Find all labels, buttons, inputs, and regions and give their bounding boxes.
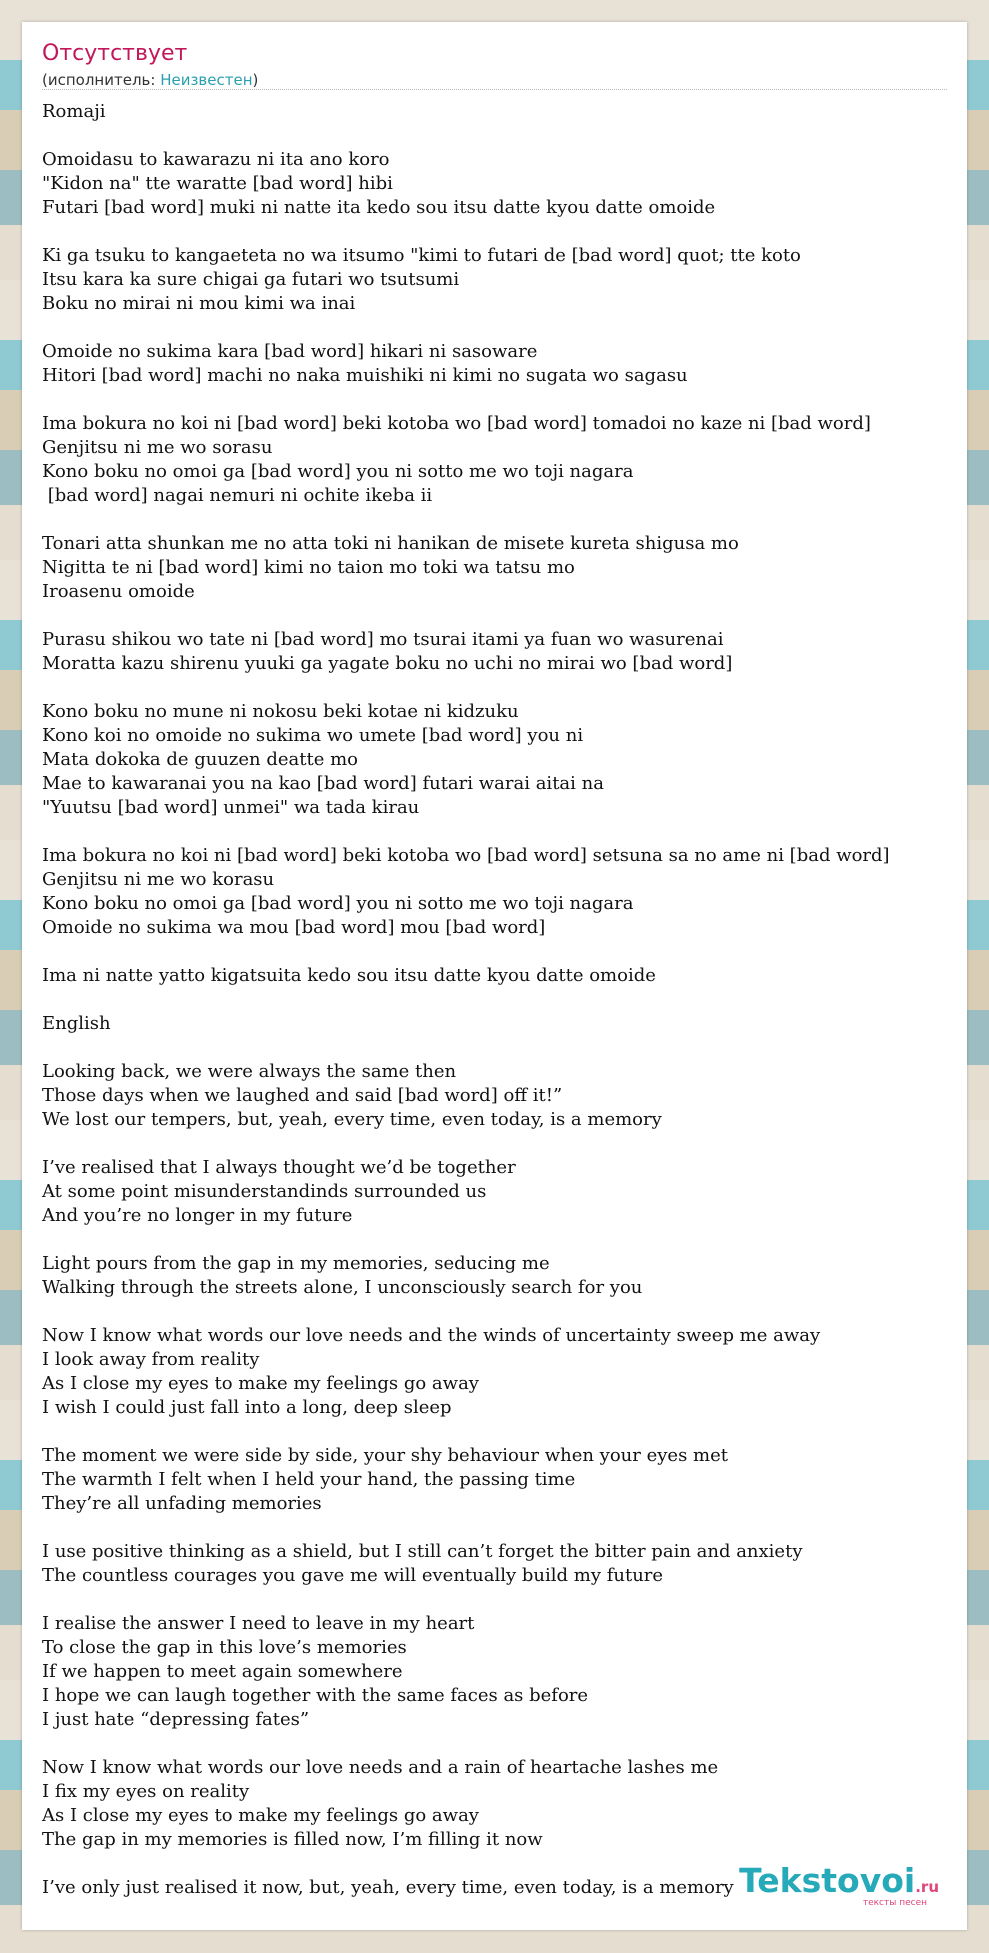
logo-name: Tekstovoi: [739, 1861, 916, 1900]
artist-prefix: (исполнитель:: [42, 71, 161, 89]
artist-link[interactable]: Неизвестен: [160, 71, 253, 89]
song-title: Отсутствует: [42, 41, 188, 66]
lyrics-card: [22, 22, 967, 1930]
logo-tld: .ru: [915, 1878, 939, 1896]
site-logo[interactable]: [739, 1861, 939, 1908]
lyrics-text: Romaji Omoidasu to kawarazu ni ita ano koro "Kidon na" tte waratte [bad word] hibi Futari [bad word] muki ni natte ita kedo sou itsu datte kyou datte omoide Ki ga tsuku to kangaeteta no wa itsumo "kimi to futari de [bad word] quot; tte koto Itsu kara ka sure chigai ga futari wo tsutsumi Boku no mirai ni mou kimi wa inai Omoide no sukima kara [bad word] hikari ni sasoware Hitori [bad word] machi no naka muishiki ni kimi no sugata wo sagasu Ima bokura no koi ni [bad word] beki kotoba wo [bad word] tomadoi no kaze ni [bad word] Genjitsu ni me wo sorasu Kono boku no omoi ga [bad word] you ni sotto me wo toji nagara [bad word] nagai nemuri ni ochite ikeba ii Tonari atta shunkan me no atta toki ni hanikan de misete kureta shigusa mo Nigitta te ni [bad word] kimi no taion mo toki wa tatsu mo Iroasenu omoide Purasu shikou wo tate ni [bad word] mo tsurai itami ya fuan wo wasurenai Moratta kazu shirenu yuuki ga yagate boku no uchi no mirai wo [bad word] Kono boku no mune ni nokosu beki kotae ni kidzuku Kono koi no omoide no sukima wo umete [bad word] you ni Mata dokoka de guuzen deatte mo Mae to kawaranai you na kao [bad word] futari warai aitai na "Yuutsu [bad word] unmei" wa tada kirau Ima bokura no koi ni [bad word] beki kotoba wo [bad word] setsuna sa no ame ni [bad word] Genjitsu ni me wo korasu Kono boku no omoi ga [bad word] you ni sotto me wo toji nagara Omoide no sukima wa mou [bad word] mou [bad word] Ima ni natte yatto kigatsuita kedo sou itsu datte kyou datte omoide English Looking back, we were always the same then Those days when we laughed and said [bad word] off it!” We lost our tempers, but, yeah, every time, even today, is a memory I’ve realised that I always thought we’d be together At some point misunderstandinds surrounded us And you’re no longer in my future Light pours from the gap in my memories, seducing me Walking through the streets alone, I unconsciously search for you Now I know what words our love needs and the winds of uncertainty sweep me away I look away from reality As I close my eyes to make my feelings go away I wish I could just fall into a long, deep sleep The moment we were side by side, your shy behaviour when your eyes met The warmth I felt when I held your hand, the passing time They’re all unfading memories I use positive thinking as a shield, but I still can’t forget the bitter pain and anxiety The countless courages you gave me will eventually build my future I realise the answer I need to leave in my heart To close the gap in this love’s memories If we happen to meet again somewhere I hope we can laugh together with the same faces as before I just hate “depressing fates” Now I know what words our love needs and a rain of heartache lashes me I fix my eyes on reality As I close my eyes to make my feelings go away The gap in my memories is filled now, I’m filling it now I’ve only just realised it now, but, yeah, every time, even today, is a memory: [42, 101, 890, 1898]
logo-tagline: тексты песен: [862, 1898, 927, 1908]
header-divider: [42, 89, 947, 90]
logo-wordmark: [739, 1861, 939, 1900]
artist-suffix: ): [252, 71, 259, 89]
artist-line: [42, 70, 258, 90]
